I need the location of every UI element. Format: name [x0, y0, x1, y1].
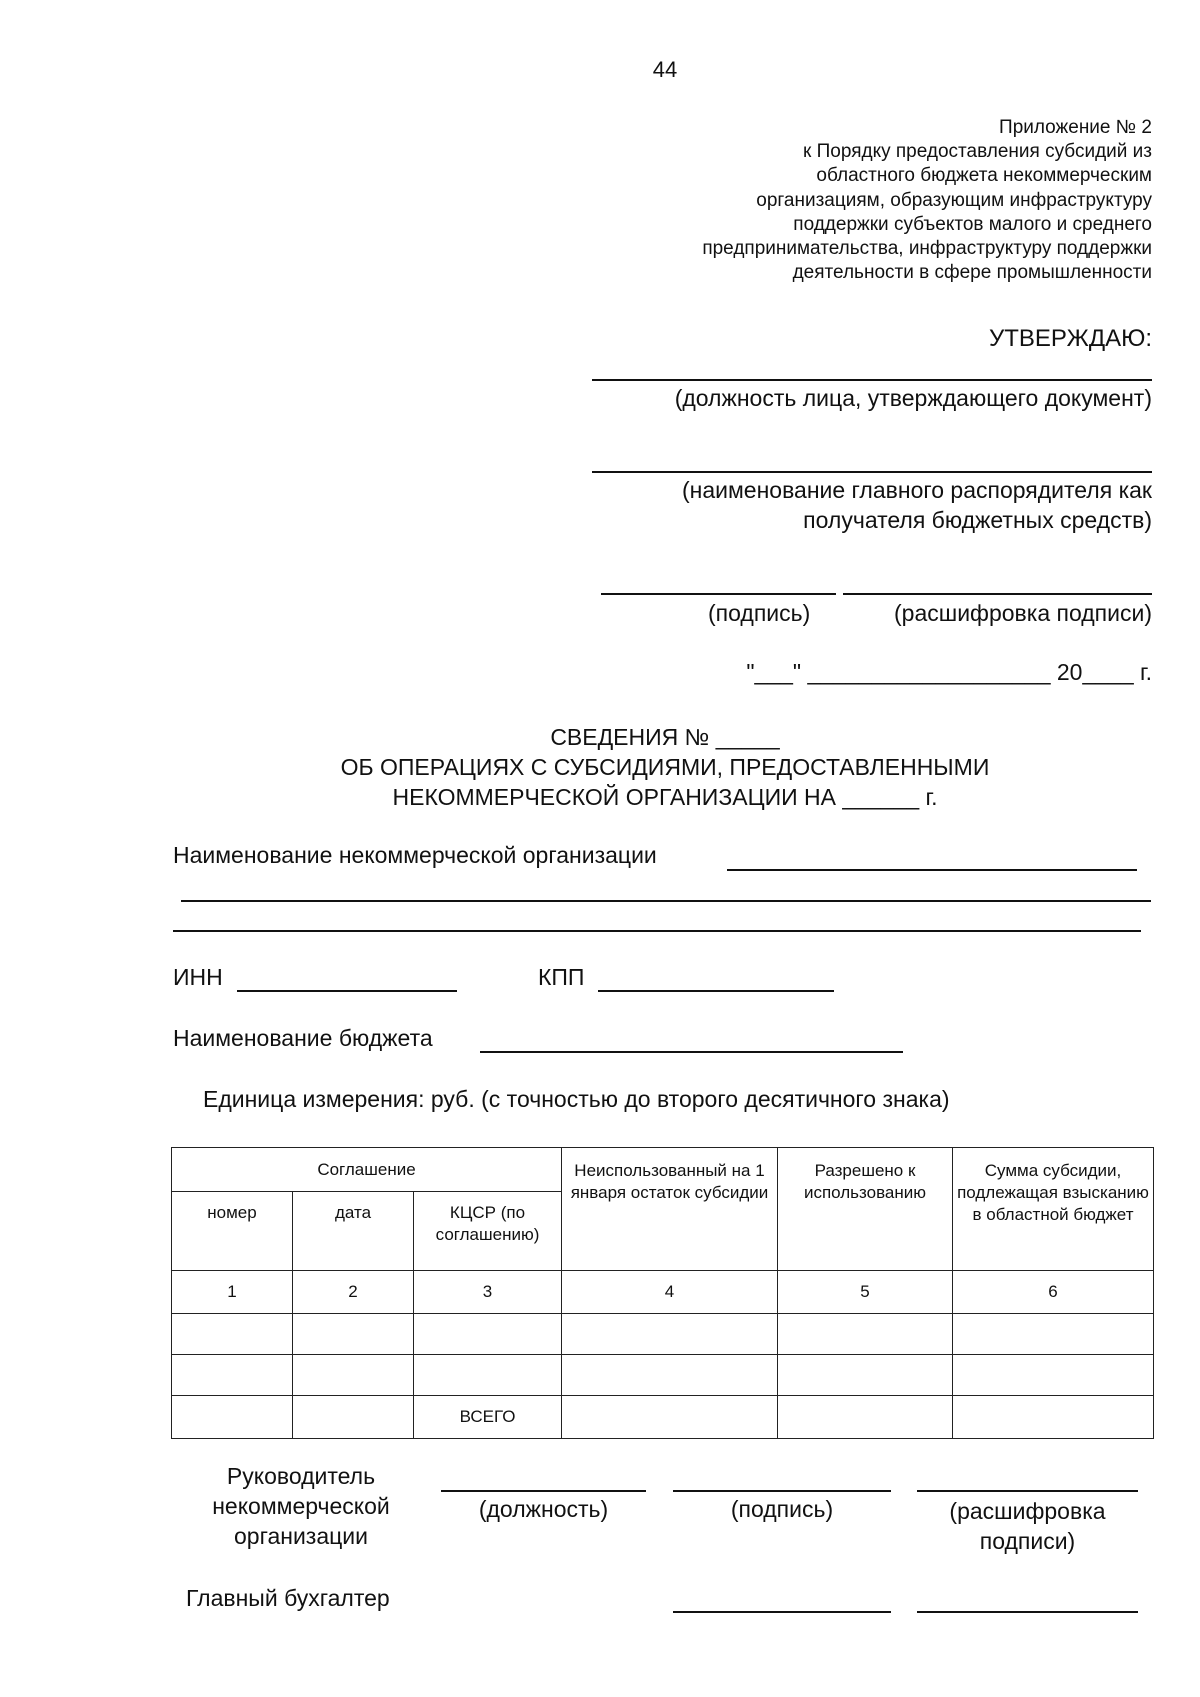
table-cell[interactable] [414, 1314, 562, 1355]
approver-position-line[interactable] [592, 379, 1152, 381]
table-cell[interactable] [562, 1396, 778, 1439]
header-allowed-to-use: Разрешено к использованию [778, 1148, 953, 1271]
head-label-line: организации [233, 1523, 368, 1549]
table-cell[interactable] [562, 1355, 778, 1396]
head-position-line[interactable] [441, 1490, 646, 1492]
head-position-caption: (должность) [478, 1496, 609, 1522]
appendix-line: организациям, образующим инфраструктуру [756, 189, 1152, 211]
chief-accountant-signature-line[interactable] [673, 1611, 891, 1613]
inn-label: ИНН [173, 964, 223, 990]
column-number: 3 [414, 1271, 562, 1314]
table-cell[interactable] [778, 1314, 953, 1355]
table-cell[interactable] [172, 1396, 293, 1439]
table-cell[interactable] [953, 1314, 1154, 1355]
column-number: 6 [953, 1271, 1154, 1314]
appendix-line: поддержки субъектов малого и среднего [793, 213, 1152, 235]
appendix-line: к Порядку предоставления субсидий из [803, 141, 1152, 163]
appendix-line: Приложение № 2 [999, 117, 1152, 138]
title-line-2: ОБ ОПЕРАЦИЯХ С СУБСИДИЯМИ, ПРЕДОСТАВЛЕННЫМИ [340, 754, 990, 780]
approver-decode-line[interactable] [843, 593, 1152, 595]
table-cell[interactable] [953, 1355, 1154, 1396]
appendix-line: областного бюджета некоммерческим [816, 165, 1152, 187]
column-number: 2 [293, 1271, 414, 1314]
approver-signature-line[interactable] [601, 593, 836, 595]
appendix-line: деятельности в сфере промышленности [792, 262, 1152, 284]
header-kcsr: КЦСР (по соглашению) [414, 1192, 562, 1271]
head-signature-line[interactable] [673, 1490, 891, 1492]
header-recovery-amount: Сумма субсидии, подлежащая взысканию в областной бюджет [953, 1148, 1154, 1271]
appendix-note [512, 116, 1152, 285]
table-cell[interactable] [778, 1396, 953, 1439]
chief-accountant-label: Главный бухгалтер [186, 1585, 390, 1611]
approver-position-caption: (должность лица, утверждающего документ) [674, 385, 1152, 411]
budget-manager-caption-2: получателя бюджетных средств) [803, 507, 1152, 533]
header-number: номер [172, 1192, 293, 1271]
head-of-organization-label [176, 1461, 426, 1551]
table-cell[interactable] [953, 1396, 1154, 1439]
document-title [0, 722, 1200, 812]
table-row [172, 1355, 1154, 1396]
org-name-label: Наименование некоммерческой организации [173, 842, 657, 868]
header-agreement: Соглашение [172, 1148, 562, 1192]
head-label-line: некоммерческой [212, 1493, 390, 1519]
appendix-line: предпринимательства, инфраструктуру поддержки [702, 238, 1152, 260]
total-label: ВСЕГО [414, 1396, 562, 1439]
head-decode-line[interactable] [917, 1490, 1138, 1492]
kpp-field[interactable] [598, 990, 834, 992]
approver-signature-caption: (подпись) [708, 600, 811, 626]
subsidy-operations-table [171, 1147, 1154, 1439]
title-line-1: СВЕДЕНИЯ № _____ [550, 724, 780, 750]
page-number: 44 [652, 57, 678, 82]
chief-accountant-decode-line[interactable] [917, 1611, 1138, 1613]
decode-caption-line: (расшифровка [949, 1498, 1106, 1524]
decode-caption-line: подписи) [979, 1528, 1076, 1554]
head-decode-caption [917, 1496, 1138, 1556]
column-number: 4 [562, 1271, 778, 1314]
table-cell[interactable] [414, 1355, 562, 1396]
budget-name-field[interactable] [480, 1051, 903, 1053]
table-cell[interactable] [293, 1396, 414, 1439]
table-cell[interactable] [293, 1355, 414, 1396]
table-cell[interactable] [172, 1314, 293, 1355]
table-cell[interactable] [562, 1314, 778, 1355]
kpp-label: КПП [538, 964, 585, 990]
budget-manager-line[interactable] [592, 471, 1152, 473]
org-name-line-3[interactable] [173, 930, 1141, 932]
budget-manager-caption-1: (наименование главного распорядителя как [681, 477, 1152, 503]
table-cell[interactable] [778, 1355, 953, 1396]
inn-field[interactable] [237, 990, 457, 992]
approval-heading: УТВЕРЖДАЮ: [989, 325, 1152, 352]
org-name-line-1[interactable] [727, 869, 1137, 871]
org-name-line-2[interactable] [181, 900, 1151, 902]
approver-decode-caption: (расшифровка подписи) [894, 600, 1152, 626]
title-line-3: НЕКОММЕРЧЕСКОЙ ОРГАНИЗАЦИИ НА ______ г. [392, 784, 938, 810]
unit-of-measure: Единица измерения: руб. (с точностью до второго десятичного знака) [203, 1086, 950, 1112]
table-cell[interactable] [293, 1314, 414, 1355]
header-unused-balance: Неиспользованный на 1 января остаток субсидии [562, 1148, 778, 1271]
column-number: 5 [778, 1271, 953, 1314]
header-date: дата [293, 1192, 414, 1271]
budget-name-label: Наименование бюджета [173, 1025, 433, 1051]
table-row [172, 1314, 1154, 1355]
head-signature-caption: (подпись) [730, 1496, 834, 1522]
column-number: 1 [172, 1271, 293, 1314]
table-total-row [172, 1396, 1154, 1439]
table-cell[interactable] [172, 1355, 293, 1396]
approval-date: "___" ___________________ 20____ г. [746, 659, 1152, 685]
head-label-line: Руководитель [226, 1463, 376, 1489]
